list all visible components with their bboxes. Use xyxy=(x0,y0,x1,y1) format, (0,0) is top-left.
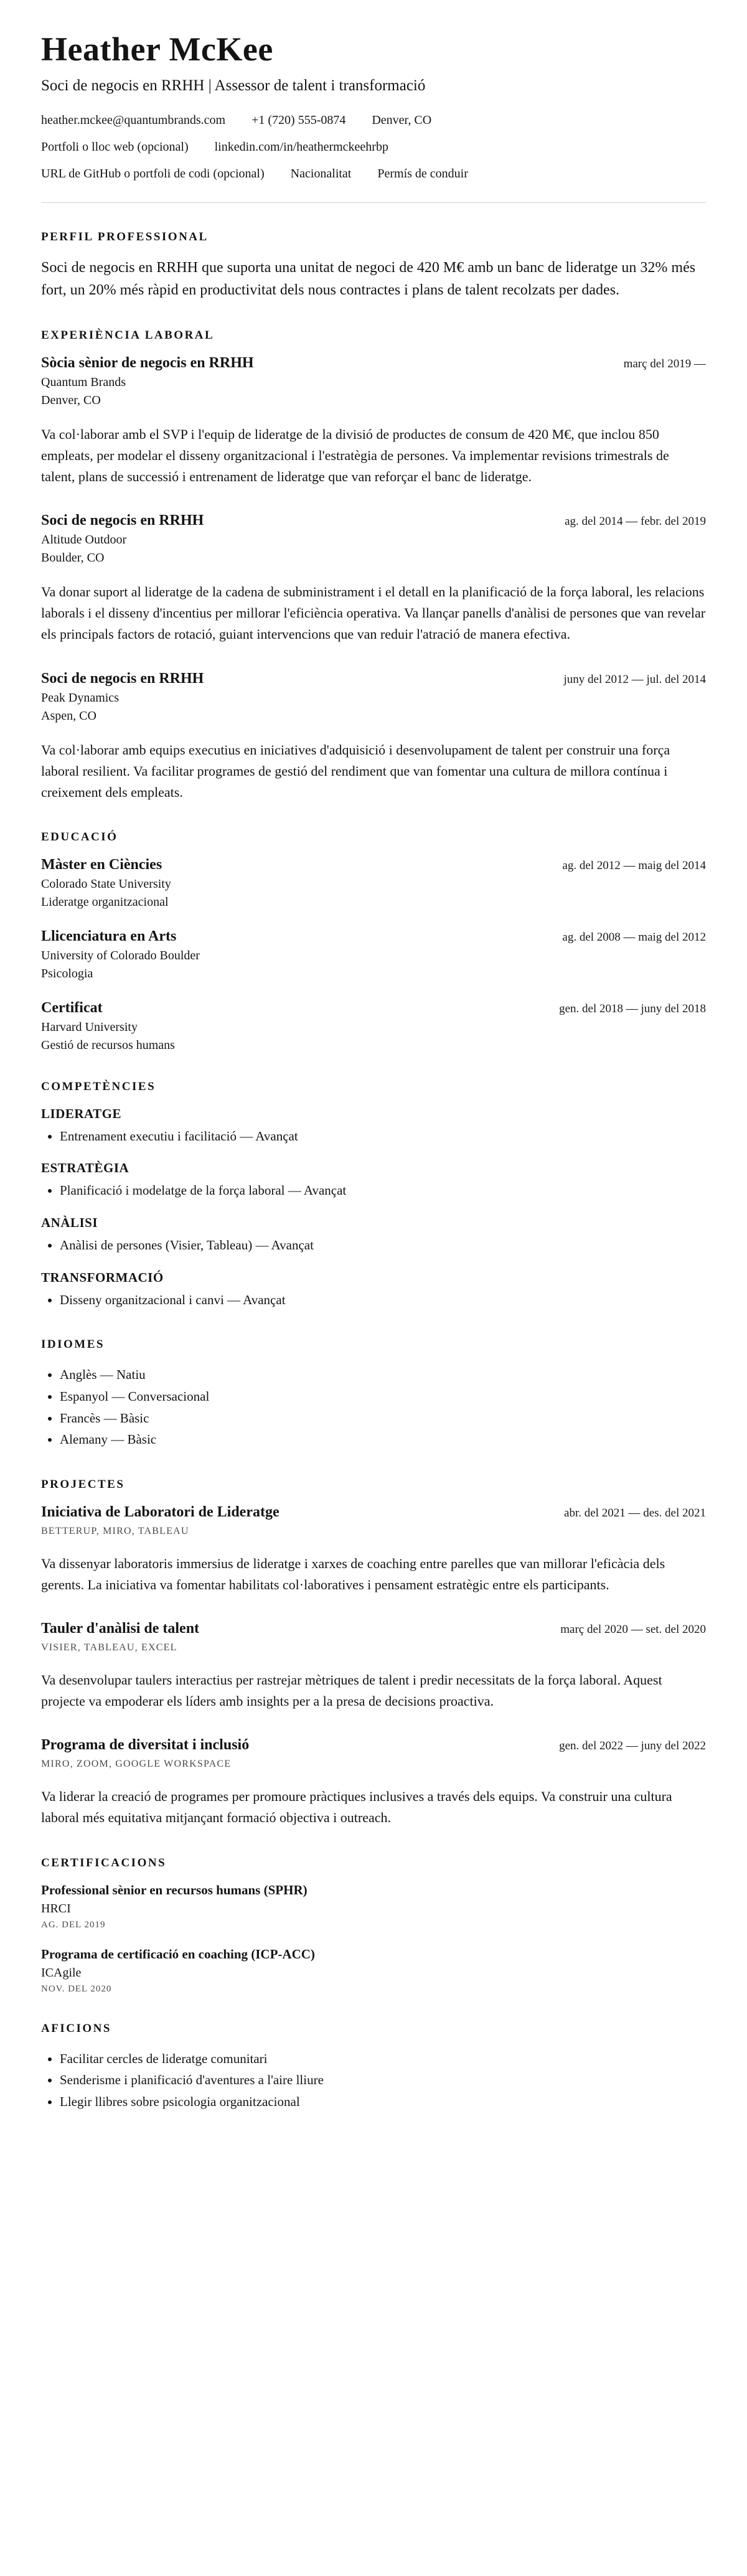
job-location: Boulder, CO xyxy=(41,551,105,565)
project-tools: BETTERUP, MIRO, TABLEAU xyxy=(41,1525,189,1536)
skill-bullet: • Planificació i modelatge de la força laboral — Avançat xyxy=(60,1180,706,1201)
profile-text: Soci de negocis en RRHH que suporta una unitat de negoci de 420 M€ amb un banc de lideratge un 32% més fort, un 20% més ràpid en productivitat dels nous contractes i plans de talent recolzats per dades. xyxy=(41,260,696,298)
contact-github-placeholder: URL de GitHub o portfoli de codi (opcional) xyxy=(41,167,265,181)
certification-issuer: ICAgile xyxy=(41,1965,82,1980)
job-title: Soci de negocis en RRHH xyxy=(41,670,204,687)
certification-issuer: HRCI xyxy=(41,1901,71,1916)
education-entry-head xyxy=(41,928,706,945)
language-item: • Francès — Bàsic xyxy=(60,1408,706,1429)
education-entry xyxy=(41,1000,706,1053)
job-entry xyxy=(41,355,706,487)
certification-title: Professional sènior en recursos humans (SPHR) xyxy=(41,1882,308,1897)
project-tools: MIRO, ZOOM, GOOGLE WORKSPACE xyxy=(41,1759,232,1770)
section-skills xyxy=(41,1080,706,1311)
education-field: Gestió de recursos humans xyxy=(41,1038,175,1052)
skill-group-title: ANÀLISI xyxy=(41,1215,98,1231)
certifications-heading: CERTIFICACIONS xyxy=(41,1856,167,1869)
project-dates: abr. del 2021 — des. del 2021 xyxy=(564,1506,706,1520)
education-degree: Llicenciatura en Arts xyxy=(41,928,177,944)
contact-row-1 xyxy=(41,113,706,128)
hobby-item: • Facilitar cercles de lideratge comunitari xyxy=(60,2048,706,2070)
education-school: Colorado State University xyxy=(41,877,171,891)
contact-portfolio-placeholder: Portfoli o lloc web (opcional) xyxy=(41,140,189,154)
project-dates: gen. del 2022 — juny del 2022 xyxy=(559,1739,706,1753)
project-title: Programa de diversitat i inclusió xyxy=(41,1737,250,1754)
project-entry-head xyxy=(41,1504,706,1521)
skill-group-title: LIDERATGE xyxy=(41,1106,121,1121)
skill-group xyxy=(41,1160,706,1201)
hobby-item: • Llegir llibres sobre psicologia organitzacional xyxy=(60,2091,706,2113)
job-company: Quantum Brands xyxy=(41,375,126,389)
job-dates: juny del 2012 — jul. del 2014 xyxy=(563,672,706,686)
education-entry-head xyxy=(41,1000,706,1017)
job-dates: març del 2019 — xyxy=(623,357,706,370)
language-item: • Espanyol — Conversacional xyxy=(60,1386,706,1408)
languages-heading: IDIOMES xyxy=(41,1338,105,1351)
contact-license-placeholder: Permís de conduir xyxy=(377,167,468,181)
section-projects xyxy=(41,1478,706,1829)
language-list xyxy=(41,1364,706,1450)
job-title: Soci de negocis en RRHH xyxy=(41,512,204,529)
contact-row-2 xyxy=(41,140,706,154)
job-description: Va donar suport al lideratge de la cadena de subministrament i el detall en la planificació de la força laboral, les relacions laborals i el disseny d'incentius per millorar l'eficiència operativa. Va llançar panells d'anàlisi de persones que van revelar els principals factors de rotació, guiant intervencions que van reduir l'atració de manera efectiva. xyxy=(41,584,706,642)
skill-bullet-list xyxy=(41,1126,706,1147)
section-experience xyxy=(41,329,706,803)
education-school: Harvard University xyxy=(41,1020,138,1034)
skill-bullet: • Disseny organitzacional i canvi — Avançat xyxy=(60,1289,706,1311)
job-entry xyxy=(41,512,706,645)
job-company: Peak Dynamics xyxy=(41,690,119,705)
project-tools: VISIER, TABLEAU, EXCEL xyxy=(41,1642,177,1653)
job-location: Aspen, CO xyxy=(41,708,96,723)
job-company: Altitude Outdoor xyxy=(41,533,127,547)
job-entry-head xyxy=(41,670,706,687)
candidate-name: Heather McKee xyxy=(41,31,273,68)
job-description: Va col·laborar amb equips executius en iniciatives d'adquisició i desenvolupament de talent per construir una força laboral resilient. Va facilitar programes de gestió del rendiment que van fomentar una cultura de millora contínua i creixement dels empleats. xyxy=(41,741,670,800)
section-profile xyxy=(41,230,706,301)
section-certifications xyxy=(41,1856,706,1995)
project-title: Tauler d'anàlisi de talent xyxy=(41,1620,200,1637)
skill-bullet-list xyxy=(41,1180,706,1201)
skill-bullet-list xyxy=(41,1234,706,1256)
project-description: Va dissenyar laboratoris immersius de lideratge i xarxes de coaching entre parelles que van millorar l'eficàcia dels gerents. La iniciativa va fomentar habilitats col·laboratives i pensament estratègic entre els participants. xyxy=(41,1555,665,1593)
certification-entry xyxy=(41,1883,706,1930)
education-dates: ag. del 2008 — maig del 2012 xyxy=(562,930,706,944)
project-entry xyxy=(41,1737,706,1828)
job-entry xyxy=(41,670,706,803)
contact-location: Denver, CO xyxy=(372,113,432,127)
contact-email[interactable]: heather.mckee@quantumbrands.com xyxy=(41,113,226,127)
job-location: Denver, CO xyxy=(41,393,101,407)
project-description: Va desenvolupar taulers interactius per rastrejar mètriques de talent i predir necessitats de la força laboral. Aquest projecte va empoderar els líders amb insights per a la presa de decisions proactiva. xyxy=(41,1672,662,1709)
projects-heading: PROJECTES xyxy=(41,1477,125,1491)
hobby-item: • Senderisme i planificació d'aventures a l'aire lliure xyxy=(60,2069,706,2091)
skill-group xyxy=(41,1270,706,1311)
education-heading: EDUCACIÓ xyxy=(41,830,118,844)
project-entry-head xyxy=(41,1737,706,1754)
project-entry xyxy=(41,1504,706,1596)
certification-date: NOV. DEL 2020 xyxy=(41,1983,112,1994)
project-title: Iniciativa de Laboratori de Lideratge xyxy=(41,1503,280,1520)
job-title: Sòcia sènior de negocis en RRHH xyxy=(41,355,254,371)
skill-bullet: • Anàlisi de persones (Visier, Tableau) — Avançat xyxy=(60,1234,706,1256)
skill-group-title: TRANSFORMACIÓ xyxy=(41,1269,164,1285)
resume-header xyxy=(41,30,706,203)
hobby-list xyxy=(41,2048,706,2113)
education-dates: gen. del 2018 — juny del 2018 xyxy=(559,1002,706,1015)
project-entry-head xyxy=(41,1620,706,1637)
job-description: Va col·laborar amb el SVP i l'equip de lideratge de la divisió de productes de consum de 420 M€, que inclou 850 empleats, per modelar el disseny organitzacional i l'estratègia de persones. Va implementar revisions trimestrals de talent, plans de successió i entrenament de lideratge que van reforçar el banc de lideratge. xyxy=(41,426,669,485)
contact-row-3 xyxy=(41,167,706,181)
job-entry-head xyxy=(41,355,706,372)
language-item: • Anglès — Natiu xyxy=(60,1364,706,1386)
profile-heading: PERFIL PROFESSIONAL xyxy=(41,230,209,243)
education-field: Lideratge organitzacional xyxy=(41,895,169,909)
contact-linkedin[interactable]: linkedin.com/in/heathermckeehrbp xyxy=(214,140,388,154)
candidate-tagline: Soci de negocis en RRHH | Assessor de talent i transformació xyxy=(41,77,426,94)
contact-nationality-placeholder: Nacionalitat xyxy=(290,167,352,181)
education-entry xyxy=(41,857,706,910)
education-dates: ag. del 2012 — maig del 2014 xyxy=(562,858,706,872)
project-description: Va liderar la creació de programes per promoure pràctiques inclusives a través dels equips. Va construir una cultura laboral més equitativa mitjançant formació objectiva i outreach. xyxy=(41,1789,672,1826)
header-divider xyxy=(41,202,706,203)
hobbies-heading: AFICIONS xyxy=(41,2021,111,2035)
section-hobbies xyxy=(41,2022,706,2113)
skill-bullet: • Entrenament executiu i facilitació — Avançat xyxy=(60,1126,706,1147)
experience-heading: EXPERIÈNCIA LABORAL xyxy=(41,329,215,342)
education-field: Psicologia xyxy=(41,966,93,980)
project-entry xyxy=(41,1620,706,1712)
certification-title: Programa de certificació en coaching (ICP-ACC) xyxy=(41,1946,315,1962)
section-education xyxy=(41,830,706,1053)
skill-group-title: ESTRATÈGIA xyxy=(41,1160,129,1176)
language-item: • Alemany — Bàsic xyxy=(60,1429,706,1450)
certification-entry xyxy=(41,1947,706,1995)
education-school: University of Colorado Boulder xyxy=(41,948,200,962)
skill-group xyxy=(41,1106,706,1147)
section-languages xyxy=(41,1338,706,1450)
job-entry-head xyxy=(41,512,706,529)
certification-date: AG. DEL 2019 xyxy=(41,1919,106,1930)
project-dates: març del 2020 — set. del 2020 xyxy=(560,1623,706,1637)
skill-group xyxy=(41,1215,706,1256)
education-degree: Màster en Ciències xyxy=(41,856,162,873)
skills-heading: COMPETÈNCIES xyxy=(41,1079,156,1093)
skill-bullet-list xyxy=(41,1289,706,1311)
education-entry xyxy=(41,928,706,981)
contact-phone[interactable]: +1 (720) 555-0874 xyxy=(251,113,346,127)
job-dates: ag. del 2014 — febr. del 2019 xyxy=(565,515,706,529)
education-degree: Certificat xyxy=(41,999,103,1016)
education-entry-head xyxy=(41,857,706,873)
